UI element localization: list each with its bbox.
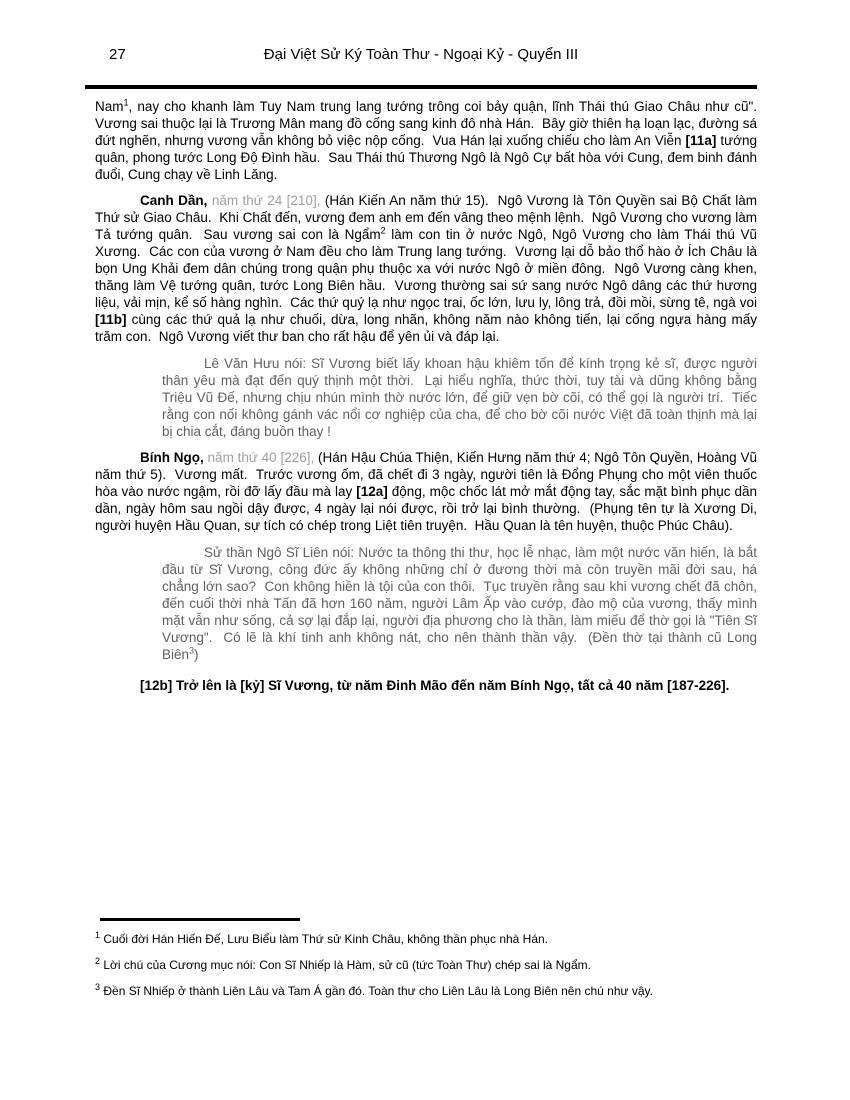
footnote-ref[interactable]: 1 [123, 97, 129, 108]
footnote-marker: 3 [95, 982, 101, 992]
footnote-marker: 1 [95, 930, 101, 940]
footnote [95, 958, 757, 973]
text-run: , nay cho khanh làm Tuy Nam trung lang tướng trông coi bảy quận, lĩnh Thái thú Giao Châu như cũ". Vương sai thuộc lại là Trương Mân mang đồ cống sang kinh đô nhà Hán. Bây giờ thiên hạ loạn lạc, đường sá đứt nghẽn, nhưng vương vẫn không bỏ việc nộp cống. Vua Hán lại xuống chiếu cho làm An Viễn [95, 99, 765, 148]
body-paragraph [95, 192, 761, 345]
body-text [95, 97, 765, 703]
header-rule [85, 85, 757, 89]
text-run: [11a] [685, 133, 717, 148]
text-run: làm con tin ở nước Ngô, Ngô Vương cho làm Thái thú Vũ Xương. Các con của vương ở Nam đều cho làm Trung lang tướng. Vương lại dỗ bảo thổ hào ở Ích Châu là bọn Ung Khải đem dân chúng trong quận phụ thuộc xa với nước Ngô ở miền đông. Ngô Vương càng khen, thăng làm Vệ tướng quân, tước Long Biên hầu. Vương thường sai sứ sang nước Ngô dâng các thứ hương liệu, vải mịn, kể số hàng nghìn. Các thứ quý lạ như ngọc trai, ốc lớn, lưu ly, lông trả, đồi mồi, sừng tê, ngà voi [95, 227, 761, 310]
body-paragraph [95, 449, 761, 534]
text-run: Sử thần Ngô Sĩ Liên nói: Nước ta thông thi thư, học lễ nhạc, làm một nước văn hiến, là bắt đầu từ Sĩ Vương, công đức ấy không những chỉ ở đương thời mà còn truyền mãi đời sau, há chẳng lớn sao? Con không hiền là tội của con thôi. Tục truyền rằng sau khi vương chết đã chôn, đến cuối thời nhà Tấn đã hơn 160 năm, người Lâm Ấp vào cướp, đào mộ của vương, thấy mình mặt vẫn như sống, cả sợ lại đắp lại, người địa phương cho là thần, làm miếu để thờ gọi là "Tiên Sĩ Vương". Có lẽ là khí tinh anh không nát, cho nên thành thần vậy. (Đền thờ tại thành cũ Long Biên [162, 545, 761, 662]
text-run: Canh Dần, [140, 193, 212, 208]
footnote-separator [100, 918, 300, 921]
text-run: Bính Ngọ, [140, 450, 208, 465]
footnote-ref[interactable]: 3 [189, 645, 195, 656]
body-paragraph [95, 97, 765, 183]
text-run: (Hán Hậu Chúa Thiện, Kiến Hưng năm thứ 4; Ngô Tôn Quyền, Hoàng Vũ năm thứ 5). Vương mất. Trước vương ốm, đã chết đi 3 ngày, người tiên là Đổng Phụng cho một viên thuốc hòa vào nước ngậm, rồi đỡ lấy đầu mà lay [95, 450, 761, 499]
commentary-quote [162, 544, 761, 663]
text-run: [12b] Trở lên là [kỷ] Sĩ Vương, từ năm Đinh Mão đến năm Bính Ngọ, tất cả 40 năm [187-226]. [140, 678, 730, 693]
text-run: Nam [95, 99, 124, 114]
footnote-ref[interactable]: 2 [380, 225, 386, 236]
closing-note [95, 677, 757, 694]
footnote-marker: 2 [95, 956, 101, 966]
text-run: Lê Văn Hưu nói: Sĩ Vương biết lấy khoan hậu khiêm tốn để kính trọng kẻ sĩ, được người thân yêu mà đạt đến quý thịnh một thời. Lại hiểu nghĩa, thức thời, tuy tài và dũng không bằng Triệu Vũ Đế, nhưng chịu nhún mình thờ nước lớn, để giữ vẹn bờ cõi, có thể gọi là người trí. Tiếc rằng con nối không gánh vác nổi cơ nghiệp của cha, để cho bờ cõi nước Việt đã toàn thịnh mà lại bị chia cắt, đáng buồn thay ! [162, 356, 761, 439]
footnotes [95, 932, 757, 1010]
text-run: động, mộc chốc lát mở mắt động tay, sắc mặt bình phục dần dần, ngày hôm sau ngồi dậy được, 4 ngày lại nói được, rồi trở lại bình thường. (Phụng tên tự là Xương Di, người huyện Hầu Quan, sự tích có chép trong Liệt tiên truyện. Hầu Quan là tên huyện, thuộc Phúc Châu). [95, 484, 761, 533]
commentary-quote [162, 355, 761, 440]
text-run: [12a] [356, 484, 388, 499]
text-run: [11b] [95, 312, 127, 327]
footnote-text: Lời chú của Cương mục nói: Con Sĩ Nhiếp là Hàm, sử cũ (tức Toàn Thư) chép sai là Ngẩm. [100, 958, 591, 972]
text-run: cùng các thứ quả lạ như chuối, dừa, long nhãn, không năm nào không tiến, lại cống ngựa hàng mấy trăm con. Ngô Vương viết thư ban cho rất hậu để yên ủi và đáp lại. [95, 312, 761, 344]
text-run: (Hán Kiến An năm thứ 15). Ngô Vương là Tôn Quyền sai Bộ Chất làm Thứ sử Giao Châu. Khi Chất đến, vương đem anh em đến vâng theo mệnh lệnh. Ngô Vương cho vương làm Tả tướng quân. Sau vương sai con là Ngẩm [95, 193, 761, 242]
text-run: năm thứ 24 [210], [211, 193, 325, 208]
running-title: Đại Việt Sử Ký Toàn Thư - Ngoại Kỷ - Quyển III [263, 46, 579, 63]
page-number: 27 [109, 46, 126, 63]
text-run: ) [194, 647, 199, 662]
text-run: năm thứ 40 [226], [207, 450, 319, 465]
footnote [95, 932, 757, 947]
footnote-text: Đền Sĩ Nhiếp ở thành Liên Lâu và Tam Á gần đó. Toàn thư cho Liên Lâu là Long Biên nên chú như vậy. [100, 984, 653, 998]
footnote [95, 984, 757, 999]
running-header [85, 46, 757, 68]
footnote-text: Cuối đời Hán Hiến Đế, Lưu Biểu làm Thứ sử Kinh Châu, không thần phục nhà Hán. [100, 932, 549, 946]
text-run: tướng quân, phong tước Long Độ Đình hầu. Sau Thái thú Thương Ngô là Ngô Cự bất hòa với Cung, đem binh đánh đuổi, Cung chạy về Linh Lăng. [95, 133, 761, 182]
